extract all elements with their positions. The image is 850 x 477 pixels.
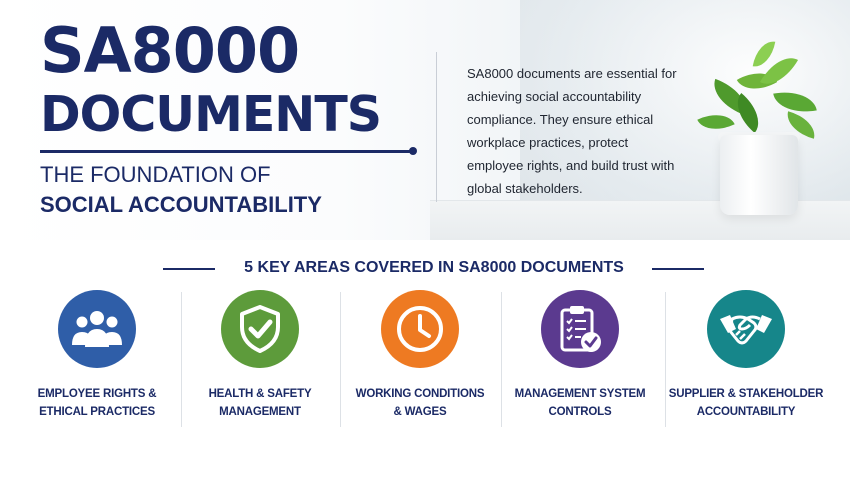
page-title: SA8000 bbox=[40, 14, 300, 87]
title-underline-dot bbox=[409, 147, 417, 155]
area-card-supplier-stakeholder bbox=[668, 290, 824, 430]
section-title: 5 KEY AREAS COVERED IN SA8000 DOCUMENTS bbox=[244, 259, 624, 276]
tagline-line-1: THE FOUNDATION OF bbox=[40, 162, 271, 187]
area-label: HEALTH & SAFETY MANAGEMENT bbox=[208, 388, 312, 418]
area-card-management-system bbox=[505, 290, 655, 430]
section-rule-right bbox=[652, 268, 704, 270]
shield-check-icon bbox=[221, 290, 299, 368]
title-underline bbox=[40, 150, 412, 153]
page-title-secondary: DOCUMENTS bbox=[40, 86, 382, 143]
section-rule-left bbox=[163, 268, 215, 270]
area-card-working-conditions bbox=[345, 290, 495, 430]
clipboard-check-icon bbox=[541, 290, 619, 368]
area-label: WORKING CONDITIONS & WAGES bbox=[355, 388, 485, 418]
handshake-icon bbox=[707, 290, 785, 368]
area-label: MANAGEMENT SYSTEM CONTROLS bbox=[514, 388, 646, 418]
vertical-divider bbox=[436, 52, 437, 202]
clock-icon bbox=[381, 290, 459, 368]
area-card-employee-rights bbox=[22, 290, 172, 430]
card-divider bbox=[665, 292, 666, 427]
area-card-health-safety bbox=[185, 290, 335, 430]
section-header bbox=[0, 256, 850, 280]
intro-paragraph: SA8000 documents are essential for achieving social accountability compliance. They ensure ethical workplace practices, protect employee rights, and build trust with global stakeholders. bbox=[467, 66, 677, 196]
tagline-line-2: SOCIAL ACCOUNTABILITY bbox=[40, 192, 322, 217]
potted-plant-image bbox=[690, 40, 840, 220]
area-label: EMPLOYEE RIGHTS & ETHICAL PRACTICES bbox=[37, 388, 157, 418]
area-label: SUPPLIER & STAKEHOLDER ACCOUNTABILITY bbox=[668, 388, 824, 418]
people-group-icon bbox=[58, 290, 136, 368]
